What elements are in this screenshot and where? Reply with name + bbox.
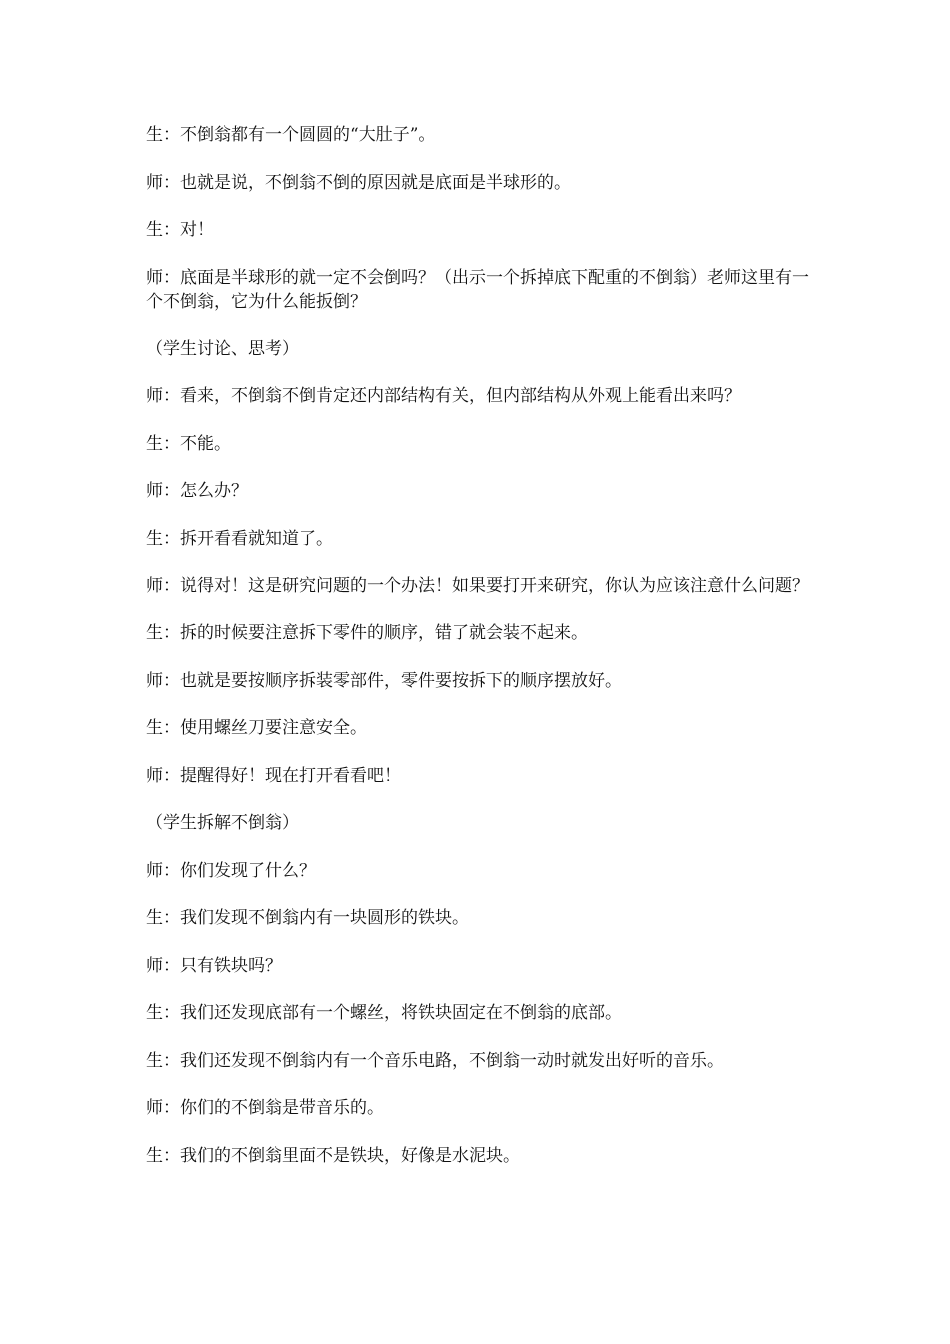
stage-direction: （学生拆解不倒翁） (146, 813, 299, 833)
dialogue-line: 师：也就是说，不倒翁不倒的原因就是底面是半球形的。 (146, 172, 571, 193)
dialogue-line: 师：你们发现了什么？ (146, 860, 316, 881)
dialogue-line: 生：对！ (146, 220, 214, 240)
dialogue-line: 师：也就是要按顺序拆装零部件，零件要按拆下的顺序摆放好。 (146, 670, 622, 691)
dialogue-line: 师：你们的不倒翁是带音乐的。 (146, 1098, 384, 1118)
dialogue-line: 生：我们还发现不倒翁内有一个音乐电路，不倒翁一动时就发出好听的音乐。 (146, 1050, 724, 1071)
dialogue-line: 生：我们发现不倒翁内有一块圆形的铁块。 (146, 908, 469, 928)
dialogue-line: 师：提醒得好！现在打开看看吧！ (146, 765, 401, 786)
dialogue-line: 师：怎么办？ (146, 481, 248, 501)
dialogue-line: 生：我们还发现底部有一个螺丝，将铁块固定在不倒翁的底部。 (146, 1003, 622, 1023)
dialogue-line: 师：底面是半球形的就一定不会倒吗？（出示一个拆掉底下配重的不倒翁）老师这里有一个不倒翁，它为什么能扳倒？ (146, 267, 809, 312)
dialogue-line: 生：使用螺丝刀要注意安全。 (146, 718, 367, 738)
dialogue-line: 师：说得对！这是研究问题的一个办法！如果要打开来研究，你认为应该注意什么问题？ (146, 576, 809, 596)
dialogue-line: 生：不倒翁都有一个圆圆的“大肚子”。 (146, 125, 436, 145)
dialogue-line: 生：拆开看看就知道了。 (146, 528, 333, 549)
dialogue-line: 生：不能。 (146, 433, 231, 454)
dialogue-transcript (146, 123, 816, 1191)
dialogue-line: 生：拆的时候要注意拆下零件的顺序，错了就会装不起来。 (146, 623, 588, 643)
dialogue-line: 师：只有铁块吗？ (146, 955, 282, 976)
dialogue-line: 生：我们的不倒翁里面不是铁块，好像是水泥块。 (146, 1145, 520, 1166)
stage-direction: （学生讨论、思考） (146, 338, 299, 359)
dialogue-line: 师：看来，不倒翁不倒肯定还内部结构有关，但内部结构从外观上能看出来吗？ (146, 386, 741, 406)
